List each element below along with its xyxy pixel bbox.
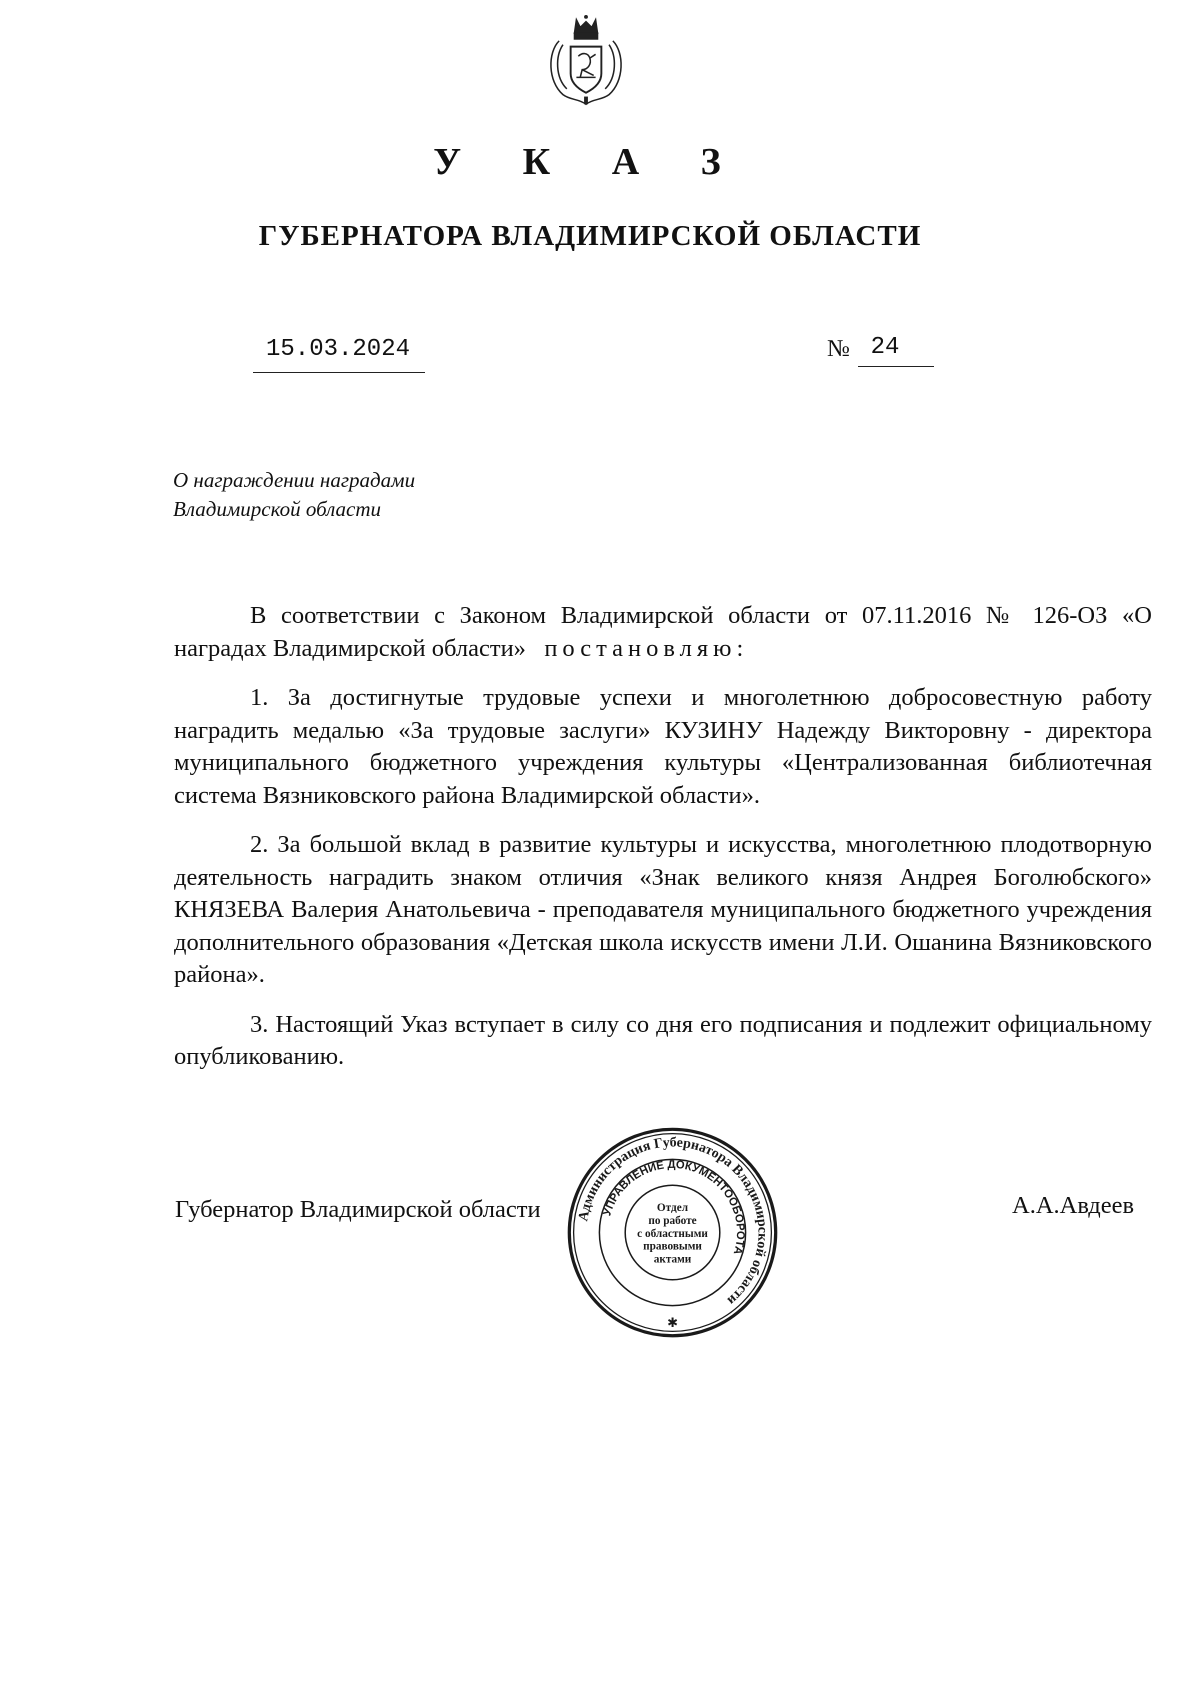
stamp-center-line: актами bbox=[653, 1253, 692, 1266]
document-number: 24 bbox=[870, 334, 900, 361]
number-sign: № bbox=[827, 336, 850, 362]
paragraph-2: 2. За большой вклад в развитие культуры и искусства, многолетнюю плодотворную деятельность наградить знаком отличия «Знак великого князя Андрея Боголюбского» КНЯЗЕВА Валерия Анатольевича - преподавателя муниципального бюджетного учреждения дополнительного образования «Детская школа искусств имени Л.И. Ошанина Вязниковского района». bbox=[174, 831, 1152, 988]
decree-word: постановляю: bbox=[544, 634, 749, 662]
paragraph-3: 3. Настоящий Указ вступает в силу со дня его подписания и подлежит официальному опубликованию. bbox=[174, 1010, 1152, 1070]
number-underline bbox=[858, 366, 934, 367]
stamp-star-icon: ✱ bbox=[667, 1316, 678, 1331]
signatory-position: Губернатор Владимирской области bbox=[175, 1196, 541, 1223]
date-underline bbox=[253, 372, 425, 373]
heading-line: Владимирской области bbox=[173, 497, 382, 521]
stamp-center-line: Отдел bbox=[656, 1202, 689, 1214]
stamp-center-line: с областными bbox=[637, 1227, 708, 1240]
document-body bbox=[174, 600, 1152, 1091]
stamp-center-line: правовыми bbox=[643, 1240, 702, 1253]
signatory-name: А.А.Авдеев bbox=[1012, 1192, 1135, 1219]
document-subtitle: ГУБЕРНАТОРА ВЛАДИМИРСКОЙ ОБЛАСТИ bbox=[258, 220, 922, 252]
paragraph-1: 1. За достигнутые трудовые успехи и многолетнюю добросовестную работу наградить медалью «За трудовые заслуги» КУЗИНУ Надежду Викторовну - директора муниципального бюджетного учреждения культуры «Централизованная библиотечная система Вязниковского района Владимирской области». bbox=[174, 684, 1152, 809]
document-date: 15.03.2024 bbox=[265, 336, 411, 363]
heading-line: О награждении наградами bbox=[173, 468, 416, 492]
document-heading bbox=[173, 466, 593, 524]
stamp-outer-text: Администрация Губернатора Владимирской области bbox=[576, 1135, 770, 1308]
stamp-center-line: по работе bbox=[648, 1214, 697, 1227]
official-stamp bbox=[565, 1125, 780, 1340]
stamp-inner-text: УПРАВЛЕНИЕ ДОКУМЕНТООБОРОТА bbox=[601, 1158, 747, 1256]
preamble-paragraph bbox=[174, 600, 1152, 665]
preamble-text: В соответствии с Законом Владимирской области от 07.11.2016 № 126-ОЗ «О наградах Владимирской области» bbox=[174, 602, 1152, 662]
document-title: У К А З bbox=[433, 141, 747, 183]
coat-of-arms-icon bbox=[538, 14, 634, 110]
